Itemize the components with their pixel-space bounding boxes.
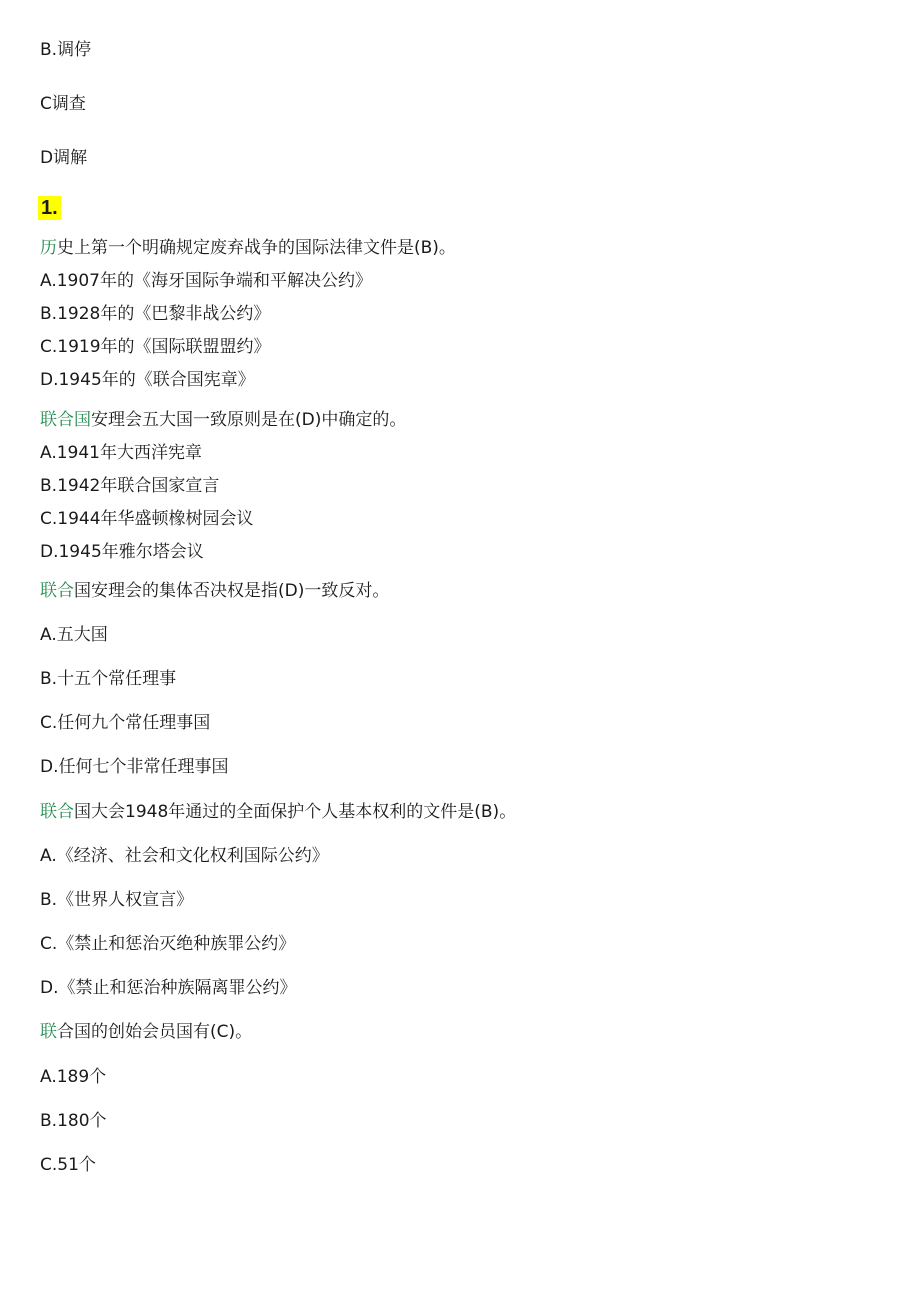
stem-text: 国安理会的集体否决权是指(D)一致反对。 [74, 581, 390, 601]
option-c: C.1919年的《国际联盟盟约》 [40, 337, 271, 357]
question-stem [40, 237, 456, 259]
option-c: C.1944年华盛顿橡树园会议 [40, 509, 254, 529]
option-a: A.1907年的《海牙国际争端和平解决公约》 [40, 271, 372, 291]
option-a: A.1941年大西洋宪章 [40, 443, 202, 463]
option-a: A.《经济、社会和文化权利国际公约》 [40, 846, 329, 866]
option-d: D.任何七个非常任理事国 [40, 757, 229, 777]
option-b: B.1928年的《巴黎非战公约》 [40, 304, 271, 324]
option-b: B.调停 [40, 40, 92, 60]
question-stem [40, 1021, 252, 1043]
option-b: B.十五个常任理事 [40, 669, 177, 689]
option-c: C.《禁止和惩治灭绝种族罪公约》 [40, 934, 296, 954]
option-b: B.《世界人权宣言》 [40, 890, 194, 910]
option-b: B.180个 [40, 1111, 107, 1131]
stem-highlight: 联合国 [40, 410, 91, 430]
option-a: A.189个 [40, 1067, 107, 1087]
option-d: D.《禁止和惩治种族隔离罪公约》 [40, 978, 297, 998]
option-d: D调解 [40, 148, 88, 168]
stem-text: 史上第一个明确规定废弃战争的国际法律文件是(B)。 [57, 238, 456, 258]
option-c: C.51个 [40, 1155, 96, 1175]
option-a: A.五大国 [40, 625, 108, 645]
option-d: D.1945年雅尔塔会议 [40, 542, 204, 562]
question-stem [40, 801, 516, 823]
question-stem [40, 409, 406, 431]
stem-highlight: 历 [40, 238, 57, 258]
stem-text: 合国的创始会员国有(C)。 [57, 1022, 253, 1042]
option-c: C.任何九个常任理事国 [40, 713, 211, 733]
stem-text: 安理会五大国一致原则是在(D)中确定的。 [91, 410, 407, 430]
stem-highlight: 联合 [40, 581, 74, 601]
stem-highlight: 联 [40, 1022, 57, 1042]
option-b: B.1942年联合国家宣言 [40, 476, 220, 496]
section-number: 1. [38, 196, 61, 220]
stem-highlight: 联合 [40, 802, 74, 822]
question-stem [40, 580, 389, 602]
option-d: D.1945年的《联合国宪章》 [40, 370, 255, 390]
option-c: C调查 [40, 94, 86, 114]
stem-text: 国大会1948年通过的全面保护个人基本权利的文件是(B)。 [74, 802, 517, 822]
